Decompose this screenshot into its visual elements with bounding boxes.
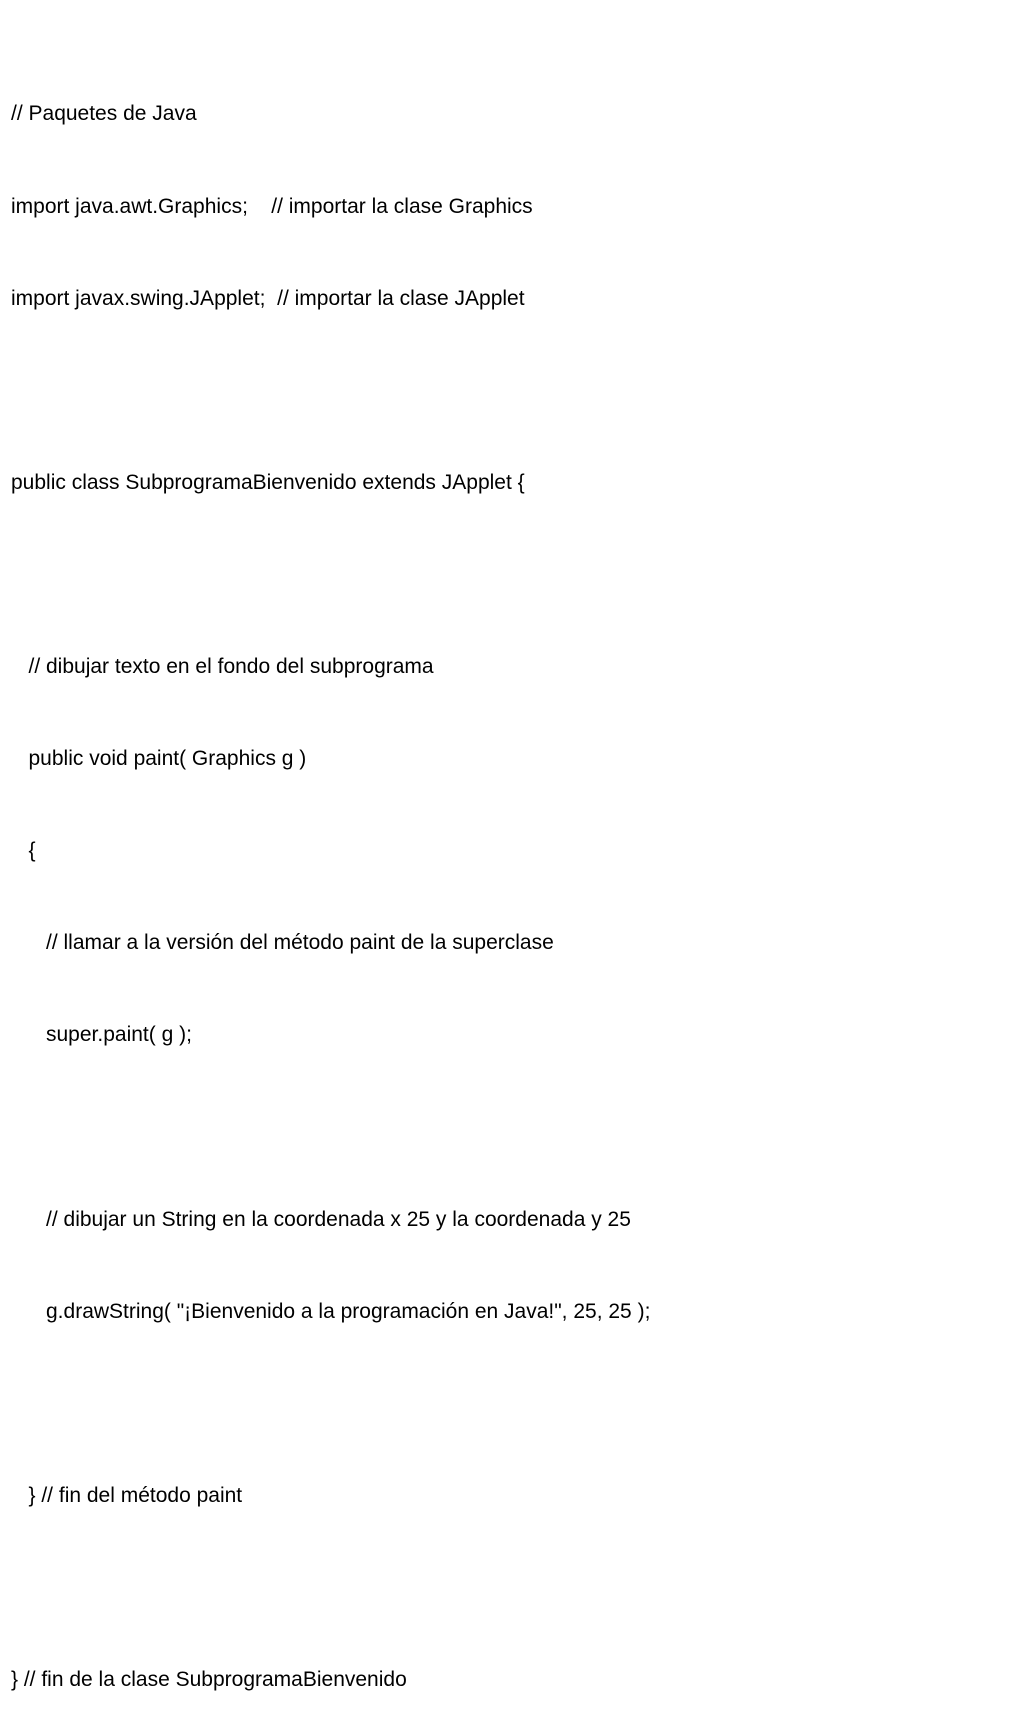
code-line-blank	[11, 560, 650, 591]
code-line-super-paint: super.paint( g );	[11, 1023, 192, 1047]
code-line-class-declaration: public class SubprogramaBienvenido extends JApplet {	[11, 470, 525, 494]
java-source-code	[11, 38, 650, 1726]
code-line-blank	[11, 1573, 650, 1604]
code-line-import-japplet: import javax.swing.JApplet; // importar la clase JApplet	[11, 286, 525, 310]
code-line-draw-string: g.drawString( "¡Bienvenido a la programación en Java!", 25, 25 );	[11, 1299, 651, 1323]
code-line-open-brace: {	[11, 839, 36, 863]
code-line-end-paint: } // fin del método paint	[11, 1483, 243, 1507]
code-line-import-graphics: import java.awt.Graphics; // importar la clase Graphics	[11, 194, 533, 218]
code-line-comment-draw-string: // dibujar un String en la coordenada x 25 y la coordenada y 25	[11, 1207, 631, 1231]
code-line-blank	[11, 1389, 650, 1420]
code-line-blank	[11, 1112, 650, 1143]
code-line-comment-packages: // Paquetes de Java	[11, 102, 197, 126]
code-line-end-class: } // fin de la clase SubprogramaBienvenido	[11, 1668, 407, 1691]
code-line-blank	[11, 376, 650, 407]
code-line-comment-super-paint: // llamar a la versión del método paint de la superclase	[11, 931, 554, 955]
code-line-paint-signature: public void paint( Graphics g )	[11, 747, 307, 771]
code-line-comment-draw-text: // dibujar texto en el fondo del subprograma	[11, 654, 434, 678]
